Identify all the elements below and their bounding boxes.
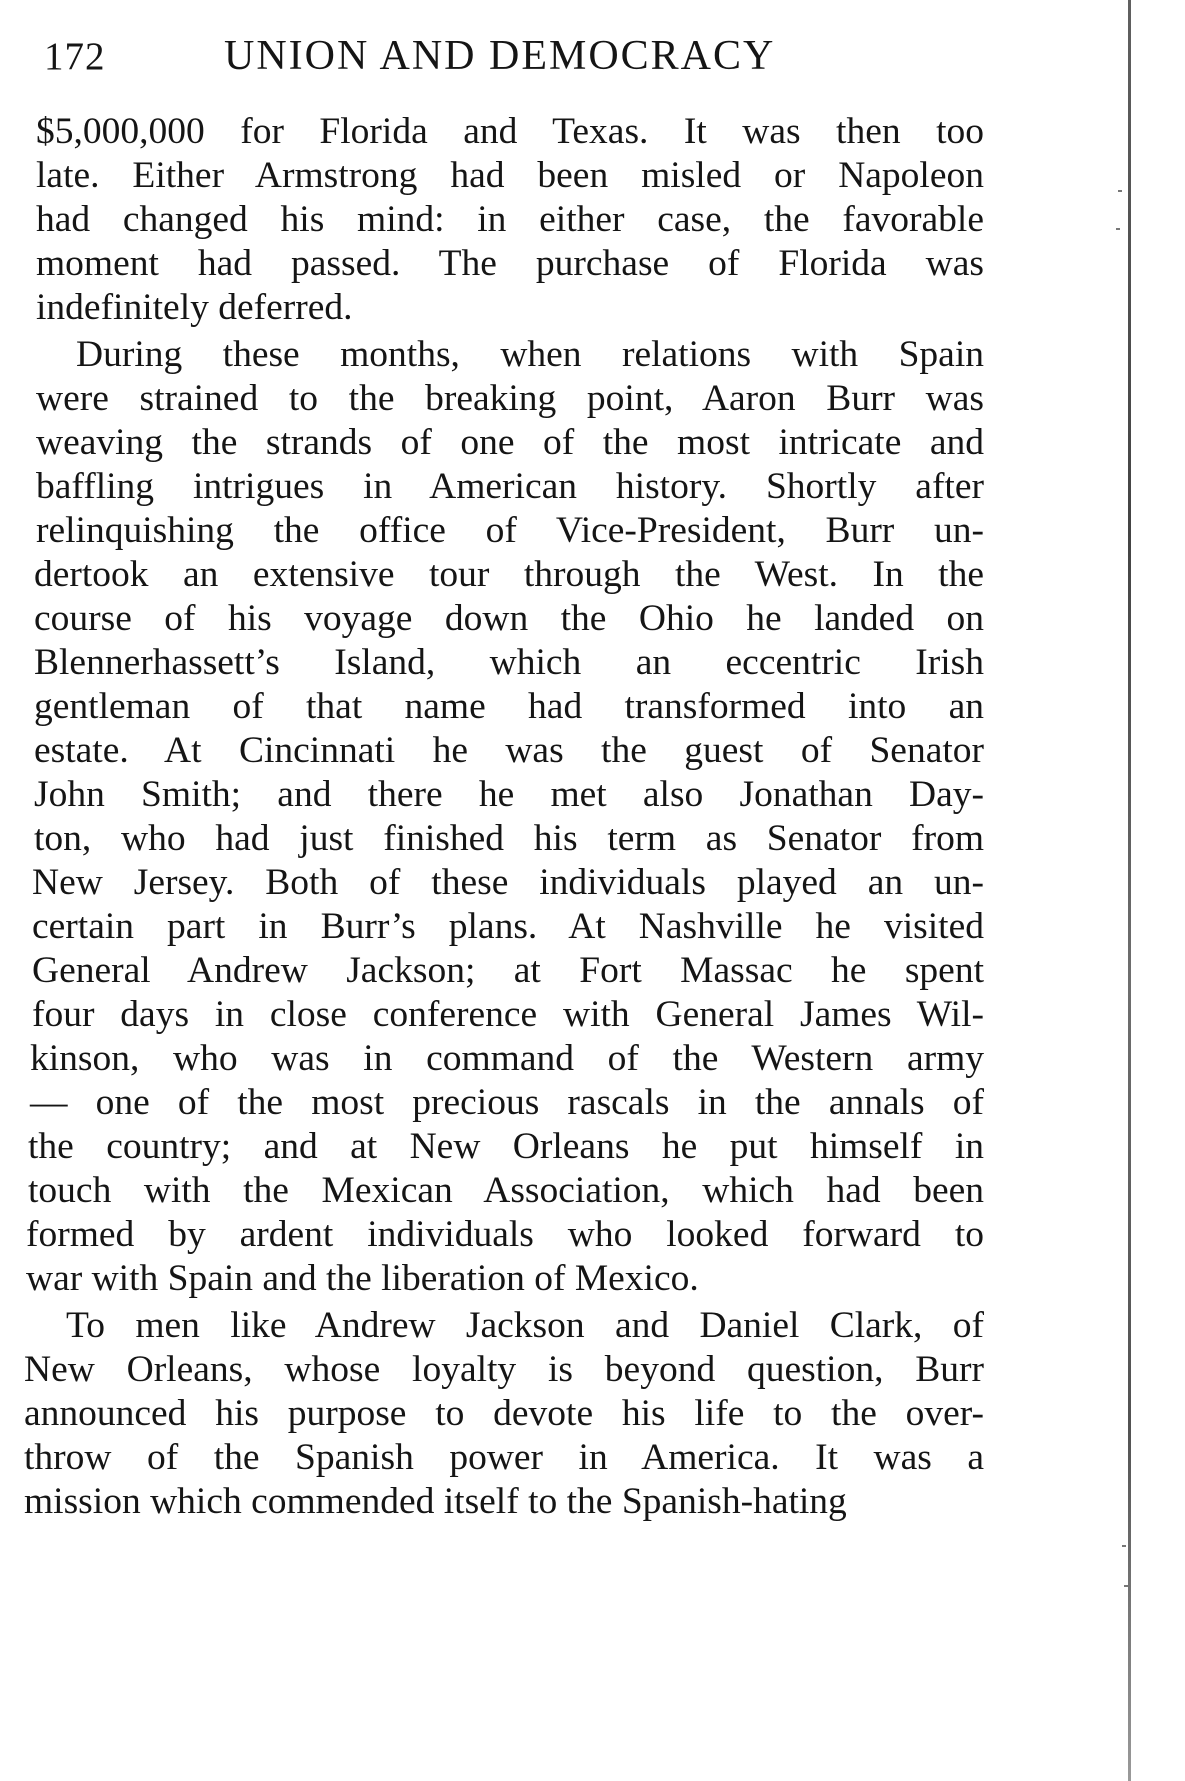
- text-line: New Jersey. Both of these individuals played an un-: [32, 862, 984, 903]
- running-head: UNION AND DEMOCRACY: [224, 33, 776, 79]
- text-line: formed by ardent individuals who looked forward to: [26, 1214, 984, 1255]
- text-line: war with Spain and the liberation of Mexico.: [26, 1258, 699, 1299]
- text-line: kinson, who was in command of the Western army: [30, 1038, 984, 1079]
- text-line: ton, who had just finished his term as Senator from: [34, 818, 984, 859]
- page-header: [44, 28, 944, 88]
- text-line: weaving the strands of one of the most intricate and: [36, 422, 984, 463]
- text-line: throw of the Spanish power in America. It was a: [24, 1437, 984, 1478]
- text-line: General Andrew Jackson; at Fort Massac he spent: [32, 950, 984, 991]
- text-line: were strained to the breaking point, Aaron Burr was: [36, 378, 984, 419]
- text-line: certain part in Burr’s plans. At Nashville he visited: [32, 906, 984, 947]
- text-line: touch with the Mexican Association, which had been: [28, 1170, 984, 1211]
- scan-speck: [1118, 190, 1122, 192]
- text-line: the country; and at New Orleans he put himself in: [28, 1126, 984, 1167]
- text-line: moment had passed. The purchase of Florida was: [36, 243, 984, 284]
- text-line: late. Either Armstrong had been misled or Napoleon: [36, 155, 984, 196]
- paragraph-2: [24, 333, 984, 1301]
- text-line: To men like Andrew Jackson and Daniel Clark, of: [66, 1305, 984, 1346]
- text-line: Blennerhassett’s Island, which an eccentric Irish: [34, 642, 984, 683]
- body-text: [24, 110, 984, 1524]
- text-line: baffling intrigues in American history. Shortly after: [36, 466, 984, 507]
- text-line: dertook an extensive tour through the West. In the: [34, 554, 984, 595]
- text-line: During these months, when relations with Spain: [76, 334, 984, 375]
- text-line: indefinitely deferred.: [36, 287, 353, 328]
- text-line: course of his voyage down the Ohio he landed on: [34, 598, 984, 639]
- page-number: 172: [44, 35, 106, 78]
- text-line: had changed his mind: in either case, the favorable: [36, 199, 984, 240]
- scan-speck: [1116, 228, 1120, 230]
- text-line: mission which commended itself to the Spanish-hating: [24, 1481, 847, 1522]
- text-line: announced his purpose to devote his life to the over-: [24, 1393, 984, 1434]
- text-line: four days in close conference with General James Wil-: [32, 994, 984, 1035]
- text-line: New Orleans, whose loyalty is beyond question, Burr: [24, 1349, 984, 1390]
- paragraph-1: [24, 110, 984, 330]
- scan-speck: [1122, 1545, 1126, 1547]
- paragraph-3: [24, 1304, 984, 1524]
- page-edge-rule: [1128, 0, 1131, 1781]
- text-line: John Smith; and there he met also Jonathan Day-: [34, 774, 984, 815]
- text-line: $5,000,000 for Florida and Texas. It was then too: [36, 111, 984, 152]
- text-line: relinquishing the office of Vice-President, Burr un-: [36, 510, 984, 551]
- scan-speck: [1124, 1585, 1128, 1587]
- text-line: estate. At Cincinnati he was the guest of Senator: [34, 730, 984, 771]
- text-line: gentleman of that name had transformed into an: [34, 686, 984, 727]
- text-line: — one of the most precious rascals in the annals of: [30, 1082, 984, 1123]
